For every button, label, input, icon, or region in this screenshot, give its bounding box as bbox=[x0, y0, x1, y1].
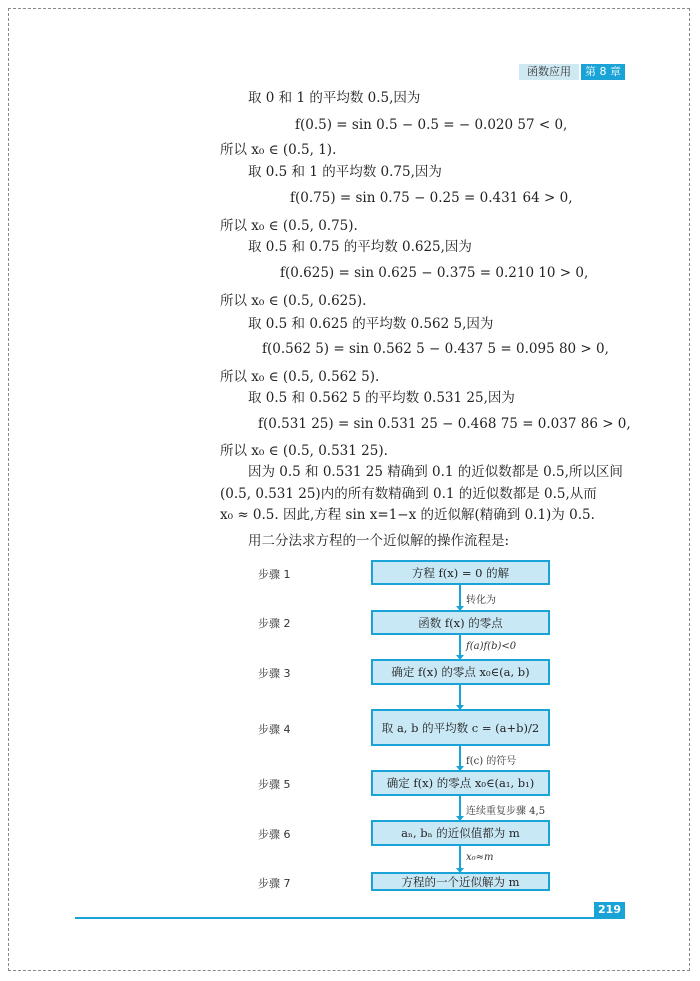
text-line: 所以 x₀ ∈ (0.5, 0.625). bbox=[220, 293, 367, 309]
arrow-label: f(a)f(b)<0 bbox=[466, 641, 517, 652]
flow-arrow bbox=[459, 635, 461, 659]
equation: f(0.625) = sin 0.625 − 0.375 = 0.210 10 > 0, bbox=[280, 265, 589, 281]
text-line: 所以 x₀ ∈ (0.5, 0.531 25). bbox=[220, 443, 388, 459]
flow-arrow bbox=[459, 585, 461, 610]
step-label: 步骤 2 bbox=[258, 617, 291, 630]
flow-box: 函数 f(x) 的零点 bbox=[371, 610, 550, 635]
flow-box: aₙ, bₙ 的近似值都为 m bbox=[371, 820, 550, 846]
flow-box: 确定 f(x) 的零点 x₀∈(a₁, b₁) bbox=[371, 770, 550, 796]
section-tab: 函数应用 bbox=[519, 64, 579, 80]
chapter-tab: 第 8 章 bbox=[581, 64, 625, 80]
step-label: 步骤 5 bbox=[258, 778, 291, 791]
page-number: 219 bbox=[594, 902, 625, 918]
flow-box: 取 a, b 的平均数 c = (a+b)/2 bbox=[371, 709, 550, 746]
flow-arrow bbox=[459, 796, 461, 820]
step-label: 步骤 1 bbox=[258, 568, 291, 581]
flow-arrow bbox=[459, 746, 461, 770]
text-line: 取 0.5 和 0.75 的平均数 0.625,因为 bbox=[248, 239, 472, 255]
equation: f(0.5) = sin 0.5 − 0.5 = − 0.020 57 < 0, bbox=[295, 117, 568, 133]
arrow-label: x₀≈m bbox=[466, 852, 494, 863]
step-label: 步骤 3 bbox=[258, 667, 291, 680]
equation: f(0.531 25) = sin 0.531 25 − 0.468 75 = 0.037 86 > 0, bbox=[258, 416, 631, 432]
text-line: 取 0.5 和 0.625 的平均数 0.562 5,因为 bbox=[248, 316, 494, 332]
step-label: 步骤 7 bbox=[258, 877, 291, 890]
step-label: 步骤 6 bbox=[258, 828, 291, 841]
text-line: 所以 x₀ ∈ (0.5, 1). bbox=[220, 142, 337, 158]
equation: f(0.562 5) = sin 0.562 5 − 0.437 5 = 0.095 80 > 0, bbox=[262, 341, 609, 357]
text-line: 所以 x₀ ∈ (0.5, 0.562 5). bbox=[220, 369, 380, 385]
step-label: 步骤 4 bbox=[258, 723, 291, 736]
flow-box: 方程的一个近似解为 m bbox=[371, 872, 550, 891]
equation: f(0.75) = sin 0.75 − 0.25 = 0.431 64 > 0, bbox=[290, 190, 573, 206]
arrow-label: 转化为 bbox=[466, 595, 496, 606]
text-line: (0.5, 0.531 25)内的所有数精确到 0.1 的近似数都是 0.5,从而 bbox=[220, 486, 597, 502]
flow-box: 确定 f(x) 的零点 x₀∈(a, b) bbox=[371, 659, 550, 685]
arrow-label: f(c) 的符号 bbox=[466, 756, 517, 767]
text-line: 因为 0.5 和 0.531 25 精确到 0.1 的近似数都是 0.5,所以区间 bbox=[248, 464, 623, 480]
text-line: 取 0.5 和 0.562 5 的平均数 0.531 25,因为 bbox=[248, 390, 515, 406]
flow-box: 方程 f(x) = 0 的解 bbox=[371, 560, 550, 585]
flow-arrow bbox=[459, 685, 461, 709]
text-line: 所以 x₀ ∈ (0.5, 0.75). bbox=[220, 218, 358, 234]
text-line: 用二分法求方程的一个近似解的操作流程是: bbox=[248, 533, 510, 549]
arrow-label: 连续重复步骤 4,5 bbox=[466, 806, 546, 817]
text-line: x₀ ≈ 0.5. 因此,方程 sin x=1−x 的近似解(精确到 0.1)为 0.5. bbox=[220, 507, 595, 523]
text-line: 取 0 和 1 的平均数 0.5,因为 bbox=[248, 90, 421, 106]
footer-rule bbox=[75, 917, 625, 919]
flow-arrow bbox=[459, 846, 461, 872]
text-line: 取 0.5 和 1 的平均数 0.75,因为 bbox=[248, 164, 442, 180]
